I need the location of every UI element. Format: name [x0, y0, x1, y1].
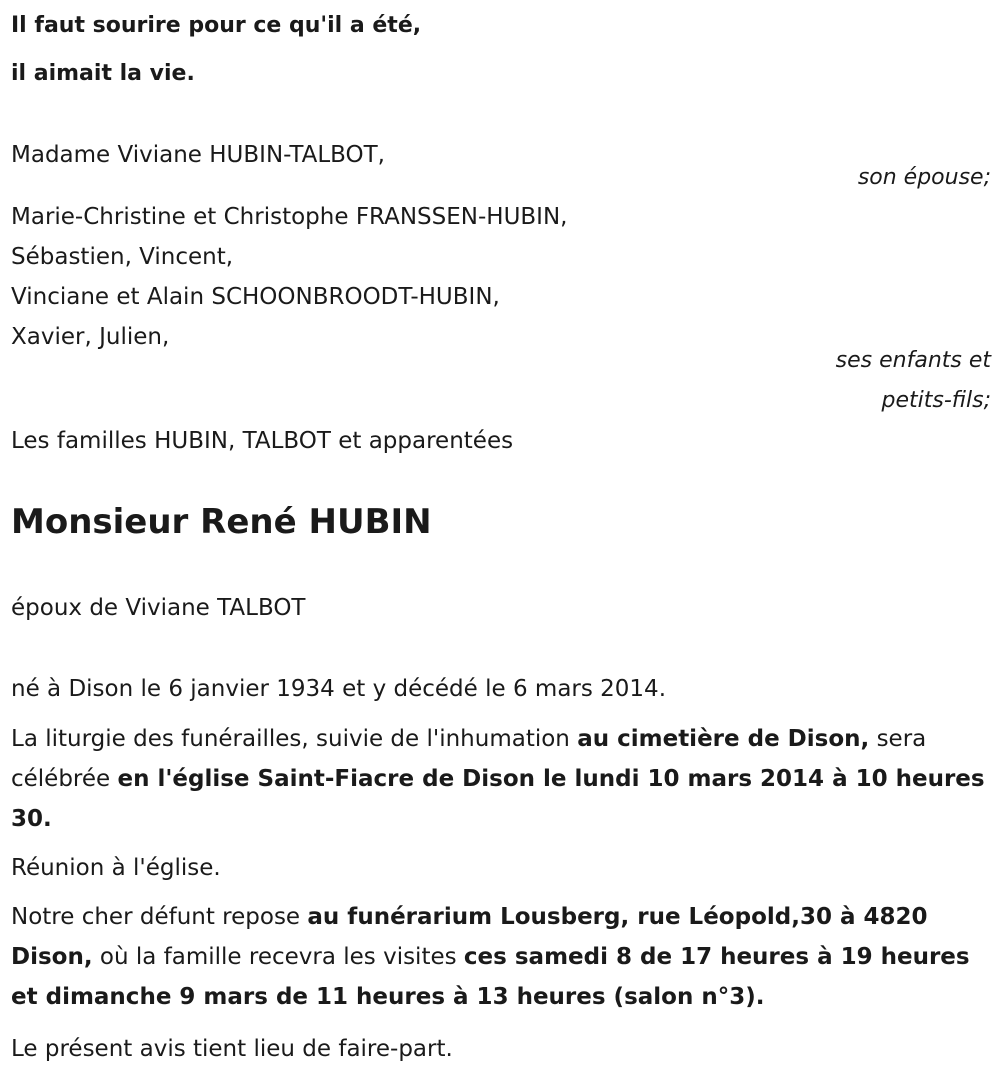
- spouse-name: Madame Viviane HUBIN-TALBOT,: [11, 142, 385, 168]
- visiting-hours-emphasis: ces samedi 8 de 17 heures à 19 heures et dimanche 9 mars de 11 heures à 13 heures (salon n°3).: [11, 944, 970, 1010]
- visitation-text-2: où la famille recevra les visites: [92, 944, 464, 970]
- deceased-name: Monsieur René HUBIN: [11, 502, 432, 542]
- epitaph-line-1: Il faut sourire pour ce qu'il a été,: [11, 13, 422, 38]
- funerarium-emphasis: au funérarium Lousberg, rue Léopold,30 à 4820 Dison,: [11, 904, 928, 970]
- child-line-1: Marie-Christine et Christophe FRANSSEN-HUBIN,: [11, 204, 568, 230]
- church-emphasis: en l'église Saint-Fiacre de Dison le lundi 10 mars 2014 à 10 heures 30.: [11, 766, 985, 832]
- funeral-paragraph: [11, 719, 989, 839]
- visitation-paragraph: [11, 897, 989, 1017]
- child-line-3: Vinciane et Alain SCHOONBROODT-HUBIN,: [11, 284, 500, 310]
- funeral-text-2: sera célébrée: [11, 726, 927, 792]
- children-relation-1: ses enfants et: [835, 348, 991, 373]
- child-line-2: Sébastien, Vincent,: [11, 244, 234, 270]
- visitation-text-1: Notre cher défunt repose: [11, 904, 308, 930]
- spouse-relation: son épouse;: [857, 165, 991, 190]
- reunion-line: Réunion à l'église.: [11, 855, 221, 881]
- born-died: né à Dison le 6 janvier 1934 et y décédé le 6 mars 2014.: [11, 676, 667, 702]
- funeral-text-1: La liturgie des funérailles, suivie de l'inhumation: [11, 726, 578, 752]
- children-relation-2: petits-fils;: [881, 388, 991, 413]
- cemetery-emphasis: au cimetière de Dison,: [577, 726, 870, 752]
- child-line-4: Xavier, Julien,: [11, 324, 170, 350]
- families-line: Les familles HUBIN, TALBOT et apparentées: [11, 428, 514, 454]
- spouse-of: époux de Viviane TALBOT: [11, 595, 306, 621]
- notice-line: Le présent avis tient lieu de faire-part.: [11, 1036, 453, 1062]
- epitaph-line-2: il aimait la vie.: [11, 61, 195, 86]
